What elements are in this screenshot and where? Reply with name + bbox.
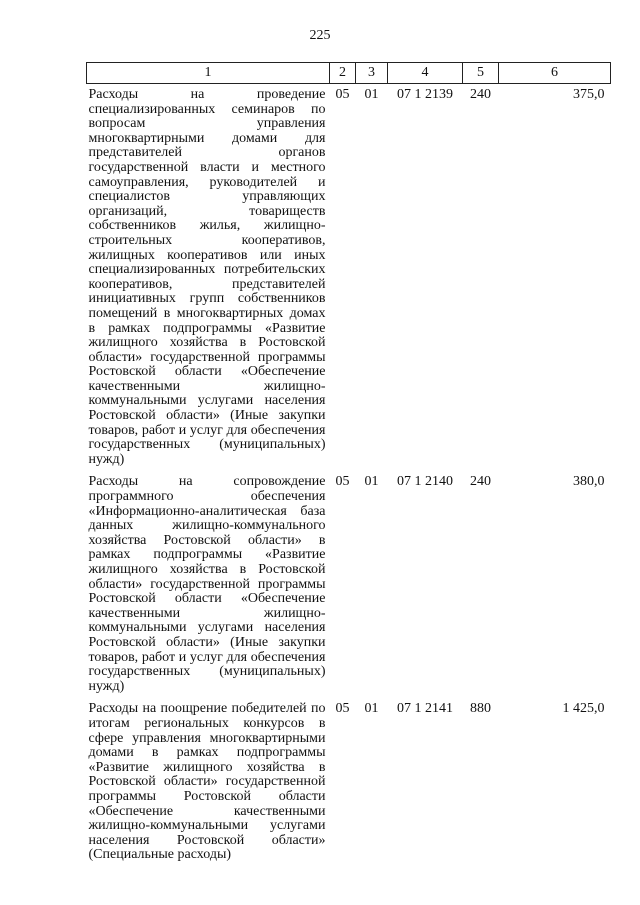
page-number: 225 <box>309 28 331 43</box>
header-cell-description: 1 <box>87 63 330 84</box>
header-cell-target-article: 4 <box>388 63 463 84</box>
row-subsection: 01 <box>364 87 379 102</box>
budget-table <box>86 62 611 867</box>
table-row <box>87 471 611 698</box>
row-section: 05 <box>335 87 350 102</box>
row-amount: 380,0 <box>573 474 605 490</box>
row-subsection: 01 <box>364 701 379 717</box>
header-row <box>87 63 611 84</box>
header-cell-amount: 6 <box>499 63 611 84</box>
header-cell-expense-type: 5 <box>463 63 499 84</box>
row-amount: 1 425,0 <box>562 701 605 717</box>
table-body <box>87 84 611 867</box>
row-description: Расходы на сопровождение программного обеспечения «Информационно-аналитическая база данных жилищно-коммунального хозяйства Ростовской области» в рамках подпрограммы «Развитие жилищного хозяйства в Ростовской области» государственной программы Ростовской области «Обеспечение качественными жилищно-коммунальными услугами населения Ростовской области» (Иные закупки товаров, работ и услуг для обеспечения государственных (муниципальных) нужд) <box>88 474 326 694</box>
row-amount: 375,0 <box>573 87 605 102</box>
row-expense-type: 240 <box>470 474 491 490</box>
table-row <box>87 698 611 867</box>
row-target-article: 07 1 2140 <box>397 474 453 490</box>
row-description: Расходы на поощрение победителей по итогам региональных конкурсов в сфере управления многоквартирными домами в рамках подпрограммы «Развитие жилищного хозяйства в Ростовской области» государственной программы Ростовской области «Обеспечение качественными жилищно-коммунальными услугами населения Ростовской области» (Специальные расходы) <box>88 701 326 863</box>
row-description: Расходы на проведение специализированных семинаров по вопросам управления многоквартирными домами для представителей органов государственной власти и местного самоуправления, руководителей и специалистов управляющих организаций, товариществ собственников жилья, жилищно-строительных кооперативов, жилищных кооперативов или иных специализированных потребительских кооперативов, представителей инициативных групп собственников помещений в многоквартирных домах в рамках подпрограммы «Развитие жилищного хозяйства в Ростовской области» государственной программы Ростовской области «Обеспечение качественными жилищно-коммунальными услугами населения Ростовской области» (Иные закупки товаров, работ и услуг для обеспечения государственных (муниципальных) нужд) <box>88 87 326 467</box>
row-section: 05 <box>335 701 350 717</box>
row-expense-type: 880 <box>470 701 491 717</box>
row-section: 05 <box>335 474 350 490</box>
row-target-article: 07 1 2139 <box>397 87 453 102</box>
table-row <box>87 84 611 472</box>
row-expense-type: 240 <box>470 87 491 102</box>
header-cell-subsection: 3 <box>356 63 388 84</box>
row-target-article: 07 1 2141 <box>397 701 453 717</box>
header-cell-section: 2 <box>330 63 356 84</box>
table-header <box>87 63 611 84</box>
row-subsection: 01 <box>364 474 379 490</box>
